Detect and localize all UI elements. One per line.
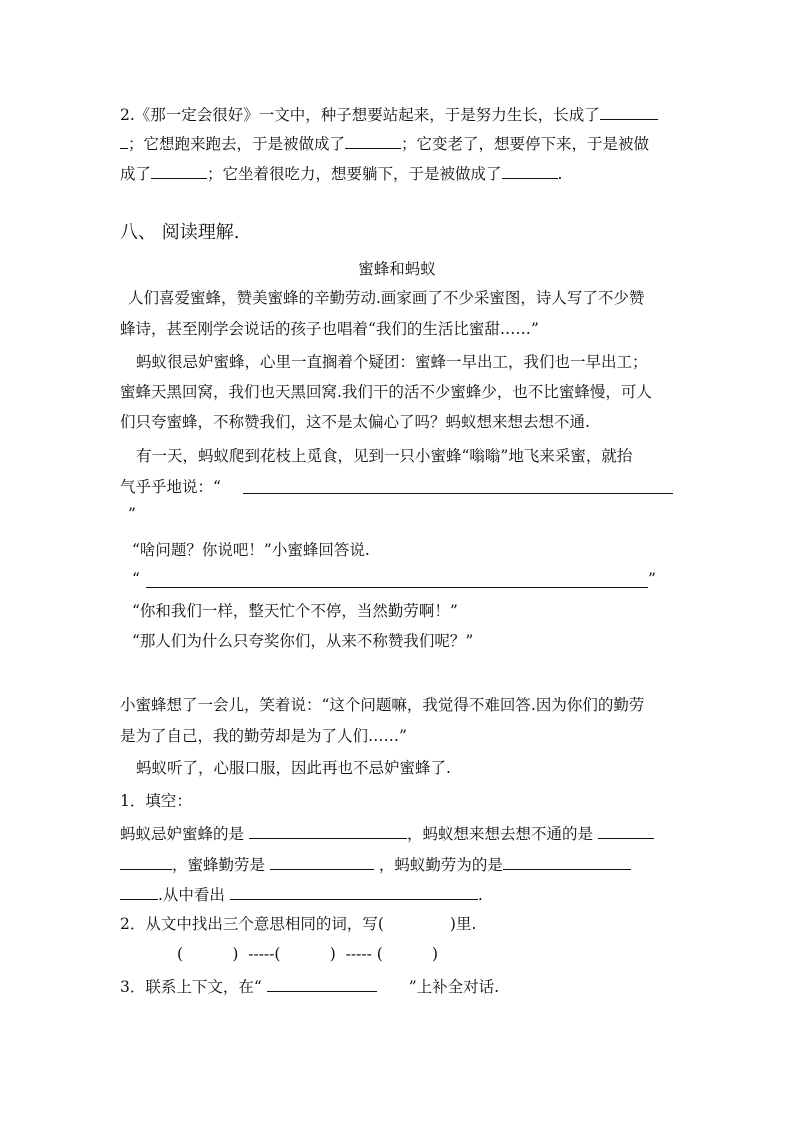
q1-text-4: ，蚂蚁勤劳为的是 bbox=[378, 856, 503, 874]
passage-title: 蜜蜂和蚂蚁 bbox=[358, 260, 436, 278]
q3-prompt bbox=[120, 975, 499, 998]
q2-text-6: . bbox=[557, 165, 563, 183]
dialogue-2-open: “ bbox=[132, 570, 140, 588]
answer-blank[interactable] bbox=[345, 132, 401, 149]
q2-text-3: ；它变老了，想要停下来，于是被做 bbox=[401, 135, 650, 153]
passage-p1-line-2: 蜂诗，甚至刚学会说话的孩子也唱着“我们的生活比蜜甜……” bbox=[120, 320, 539, 338]
q2-line-1 bbox=[120, 103, 658, 126]
answer-blank[interactable] bbox=[600, 103, 658, 120]
dialogue-3: “你和我们一样，整天忙个不停，当然勤劳啊！” bbox=[132, 602, 458, 620]
passage-p4-line-2: 是为了自己，我的勤劳却是为了人们……” bbox=[120, 727, 407, 745]
q2-text-1: 2.《那一定会很好》一文中，种子想要站起来，于是努力生长，长成了 bbox=[120, 106, 600, 124]
q2-line-2 bbox=[120, 132, 649, 155]
passage-p4-line-1: 小蜜蜂想了一会儿，笑着说：“这个问题嘛，我觉得不难回答.因为你们的勤劳 bbox=[120, 696, 645, 714]
q1-text-6: . bbox=[477, 886, 483, 904]
q1-text-3: ，蜜蜂勤劳是 bbox=[172, 856, 266, 874]
q2-prompt-close: )里. bbox=[449, 915, 477, 933]
answer-blank[interactable] bbox=[598, 822, 654, 839]
answer-blank[interactable] bbox=[503, 853, 631, 870]
answer-blank[interactable] bbox=[120, 883, 158, 900]
answer-blank[interactable] bbox=[120, 853, 172, 870]
q3-text-1: 3．联系上下文，在“ bbox=[120, 978, 262, 996]
dialogue-4: “那人们为什么只夸奖你们，从来不称赞我们呢？” bbox=[132, 632, 474, 650]
q1-line-3 bbox=[120, 883, 483, 906]
passage-p2-line-2: 蜜蜂天黑回窝，我们也天黑回窝.我们干的活不少蜜蜂少，也不比蜜蜂慢，可人 bbox=[120, 383, 652, 401]
answer-blank[interactable] bbox=[151, 162, 207, 179]
q2-prompt bbox=[120, 913, 476, 935]
q2-prompt-text: 2．从文中找出三个意思相同的词，写( bbox=[120, 915, 384, 933]
q1-line-1 bbox=[120, 822, 654, 845]
q1-label: 1．填空： bbox=[120, 792, 192, 810]
q2-text-4: 成了 bbox=[120, 165, 152, 183]
passage-p2-line-3: 们只夸蜜蜂，不称赞我们，这不是太偏心了吗？蚂蚁想来想去想不通. bbox=[120, 413, 590, 431]
q2-answer-blanks[interactable]: ( ) -----( ) ----- ( ) bbox=[177, 945, 439, 963]
q1-text-5: .从中看出 bbox=[158, 886, 225, 904]
q2-line-3 bbox=[120, 162, 562, 185]
passage-p3-line-1: 有一天，蚂蚁爬到花枝上觅食，见到一只小蜜蜂“嗡嗡”地飞来采蜜，就抬 bbox=[136, 447, 633, 465]
q1-text-2: ，蚂蚁想来想去想不通的是 bbox=[406, 825, 593, 843]
answer-blank[interactable] bbox=[267, 975, 377, 992]
answer-blank[interactable] bbox=[249, 822, 407, 839]
passage-p3-close-quote: ” bbox=[128, 505, 136, 523]
q3-text-2: ”上补全对话. bbox=[408, 978, 500, 996]
answer-blank[interactable] bbox=[120, 132, 128, 149]
passage-p5: 蚂蚁听了，心服口服，因此再也不忌妒蜜蜂了. bbox=[136, 759, 451, 777]
q2-text-5: ；它坐着很吃力，想要躺下，于是被做成了 bbox=[207, 165, 502, 183]
section-heading: 八、 阅读理解. bbox=[120, 222, 240, 243]
passage-p2-line-1: 蚂蚁很忌妒蜜蜂，心里一直搁着个疑团：蜜蜂一早出工，我们也一早出工； bbox=[136, 353, 648, 371]
answer-blank[interactable] bbox=[270, 853, 374, 870]
q1-line-2 bbox=[120, 853, 631, 876]
q2-text-2: ；它想跑来跑去，于是被做成了 bbox=[128, 135, 346, 153]
answer-blank[interactable] bbox=[502, 162, 558, 179]
passage-p1-line-1: 人们喜爱蜜蜂，赞美蜜蜂的辛勤劳动.画家画了不少采蜜图，诗人写了不少赞 bbox=[128, 289, 645, 307]
dialogue-answer-line-2[interactable] bbox=[146, 587, 648, 588]
dialogue-2-close: ” bbox=[648, 570, 656, 588]
q1-text-1: 蚂蚁忌妒蜜蜂的是 bbox=[120, 825, 245, 843]
dialogue-1: “啥问题？你说吧！”小蜜蜂回答说. bbox=[132, 541, 370, 559]
dialogue-answer-line-1[interactable] bbox=[243, 493, 673, 494]
answer-blank[interactable] bbox=[230, 883, 478, 900]
passage-p3-line-2: 气乎乎地说：“ bbox=[120, 478, 221, 496]
